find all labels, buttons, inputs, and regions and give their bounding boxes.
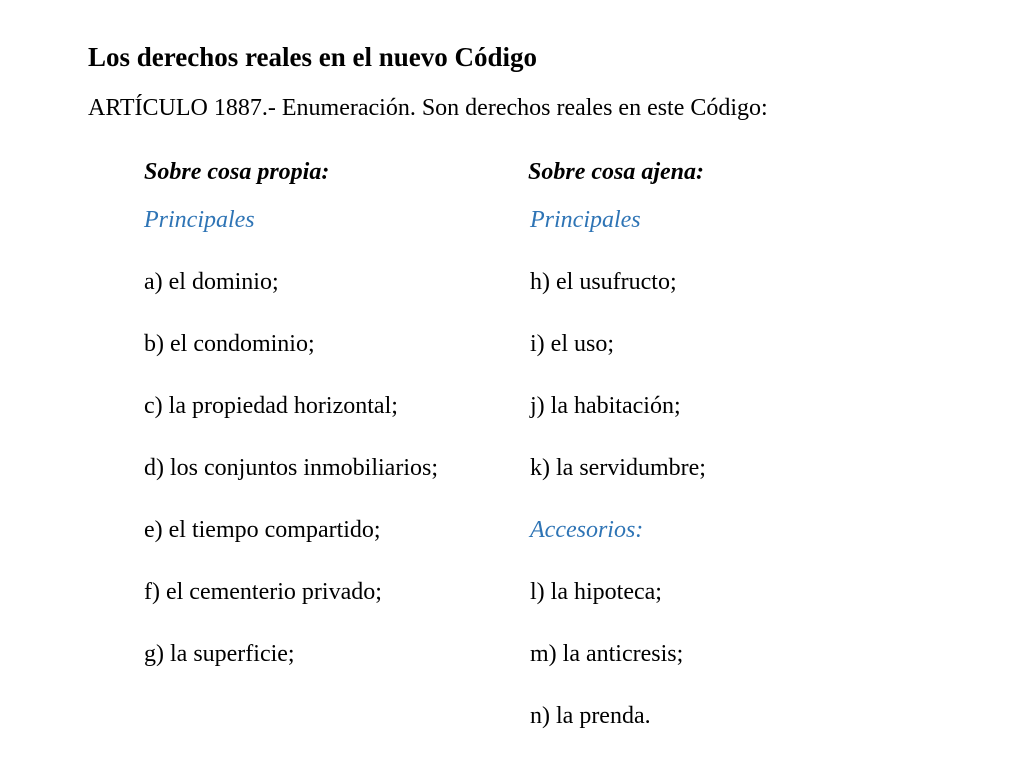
list-item: b) el condominio; bbox=[144, 331, 315, 357]
list-item: h) el usufructo; bbox=[530, 269, 677, 295]
list-item: i) el uso; bbox=[530, 331, 614, 357]
list-item: e) el tiempo compartido; bbox=[144, 517, 381, 543]
list-item: n) la prenda. bbox=[530, 703, 651, 729]
list-item: c) la propiedad horizontal; bbox=[144, 393, 398, 419]
list-subheading: Principales bbox=[530, 207, 641, 233]
list-item: d) los conjuntos inmobiliarios; bbox=[144, 455, 438, 481]
list-item: j) la habitación; bbox=[530, 393, 681, 419]
rights-list bbox=[528, 205, 706, 763]
list-item: k) la servidumbre; bbox=[530, 455, 706, 481]
list-item: a) el dominio; bbox=[144, 269, 279, 295]
list-subheading: Accesorios: bbox=[530, 517, 644, 543]
column-heading: Sobre cosa propia: bbox=[144, 159, 330, 185]
list-item: m) la anticresis; bbox=[530, 641, 684, 667]
column-heading: Sobre cosa ajena: bbox=[528, 159, 704, 185]
rights-list bbox=[144, 205, 438, 701]
page-title: Los derechos reales en el nuevo Código bbox=[88, 42, 537, 72]
list-item: l) la hipoteca; bbox=[530, 579, 662, 605]
column-cosa-propia bbox=[144, 157, 438, 701]
list-item: f) el cementerio privado; bbox=[144, 579, 382, 605]
article-heading: ARTÍCULO 1887.- Enumeración. Son derechos reales en este Código: bbox=[88, 95, 768, 121]
list-item: g) la superficie; bbox=[144, 641, 295, 667]
column-cosa-ajena bbox=[528, 157, 706, 763]
list-subheading: Principales bbox=[144, 207, 255, 233]
